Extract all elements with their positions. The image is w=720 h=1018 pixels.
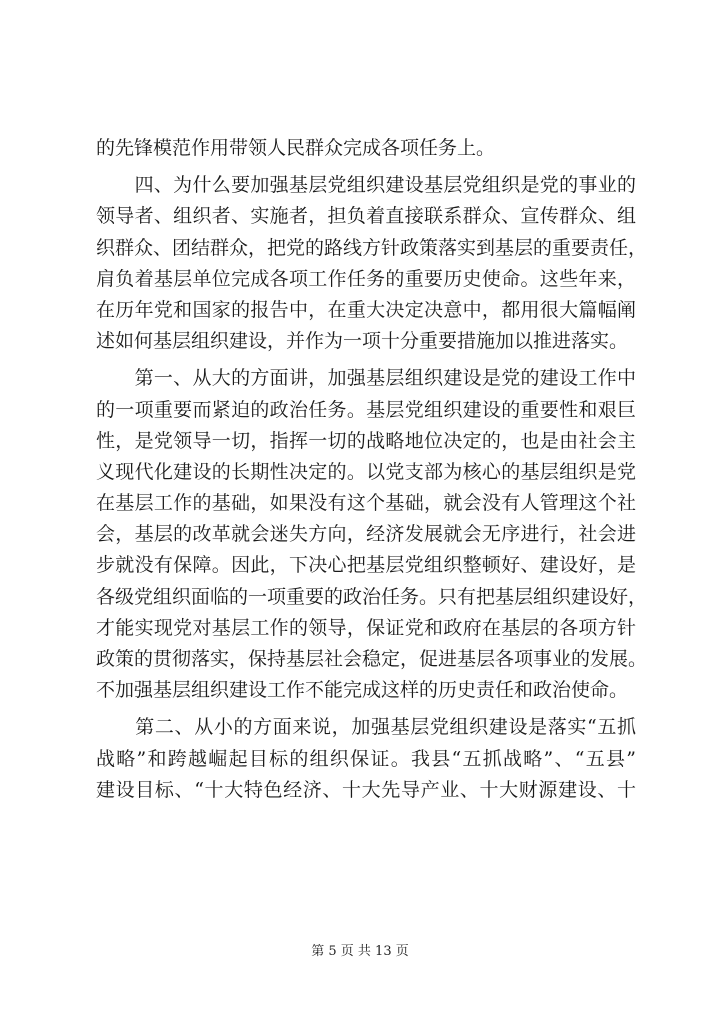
page-footer: 第 5 页 共 13 页 [311,944,409,959]
text-line: 建设目标、“十大特色经济、十大先导产业、十大财源建设、十 [96,778,636,801]
text-line: 述如何基层组织建设，并作为一项十分重要措施加以推进落实。 [96,330,629,353]
text-line: 领导者、组织者、实施者，担负着直接联系群众、宣传群众、组 [96,205,636,228]
text-line: 的先锋模范作用带领人民群众完成各项任务上。 [96,137,496,159]
text-line: 在历年党和国家的报告中，在重大决定决意中，都用很大篇幅阐 [96,298,636,321]
text-line: 各级党组织面临的一项重要的政治任务。只有把基层组织建设好， [96,585,648,608]
text-line: 的一项重要而紧迫的政治任务。基层党组织建设的重要性和艰巨 [96,398,636,421]
text-line: 义现代化建设的长期性决定的。以党支部为核心的基层组织是党 [96,460,636,483]
text-line: 织群众、团结群众，把党的路线方针政策落实到基层的重要责任， [96,236,648,259]
text-line: 战略”和跨越崛起目标的组织保证。我县“五抓战略”、“五县” [96,747,636,770]
document-body [96,133,648,806]
text-line: 才能实现党对基层工作的领导，保证党和政府在基层的各项方针 [96,616,636,639]
text-line: 肩负着基层单位完成各项工作任务的重要历史使命。这些年来， [96,267,636,290]
text-line: 第一、从大的方面讲，加强基层组织建设是党的建设工作中 [96,367,636,390]
text-line: 在基层工作的基础，如果没有这个基础，就会没有人管理这个社 [96,492,636,515]
text-line: 第二、从小的方面来说，加强基层党组织建设是落实“五抓 [96,716,636,739]
text-line: 会，基层的改革就会迷失方向，经济发展就会无序进行，社会进 [96,523,636,546]
text-line: 步就没有保障。因此，下决心把基层党组织整顿好、建设好，是 [96,554,636,577]
text-line: 不加强基层组织建设工作不能完成这样的历史责任和政治使命。 [96,679,629,702]
text-line: 政策的贯彻落实，保持基层社会稳定，促进基层各项事业的发展。 [96,648,648,670]
text-line: 性，是党领导一切，指挥一切的战略地位决定的，也是由社会主 [96,429,636,452]
text-line: 四、为什么要加强基层党组织建设基层党组织是党的事业的 [96,174,636,197]
